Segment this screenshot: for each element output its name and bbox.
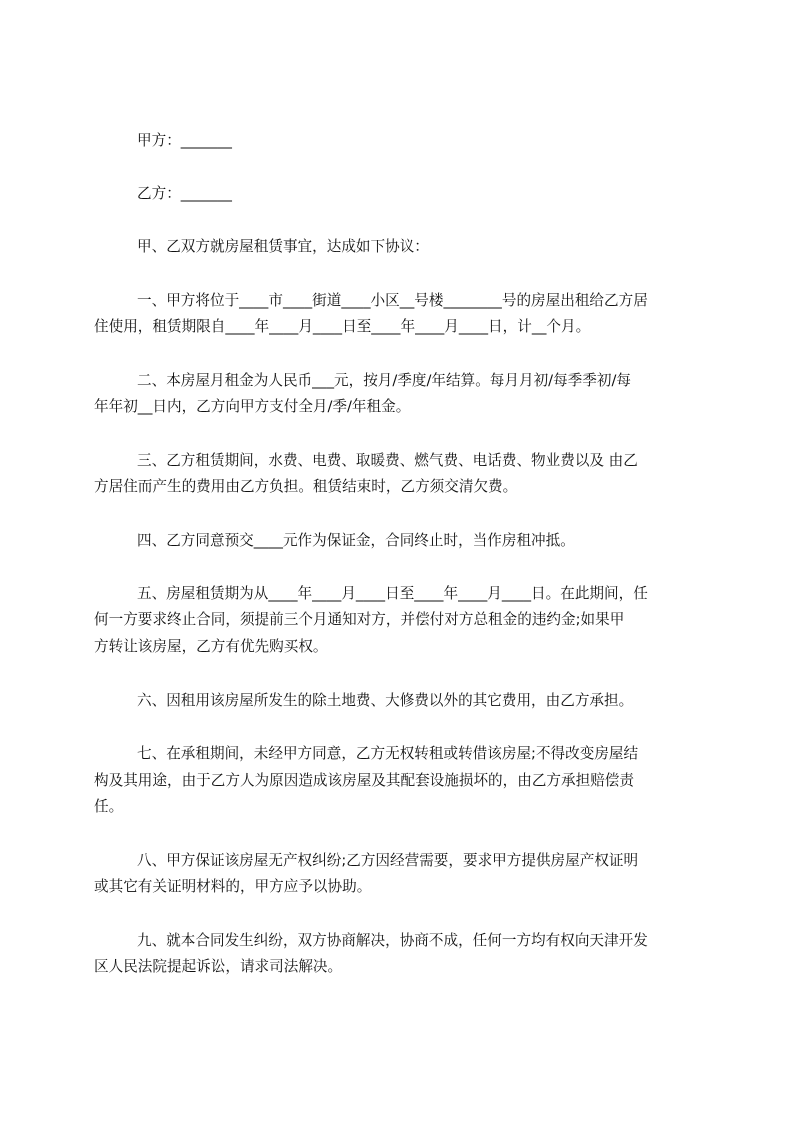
clause-5-line-2: 何一方要求终止合同，须提前三个月通知对方，并偿付对方总租金的违约金;如果甲 [94,611,625,628]
clause-7-line-3: 任。 [94,798,124,815]
clause-3-line-1: 三、乙方租赁期间，水费、电费、取暖费、燃气费、电话费、物业费以及 由乙 [137,452,638,469]
clause-8-line-1: 八、甲方保证该房屋无产权纠纷;乙方因经营需要，要求甲方提供房屋产权证明 [137,852,639,869]
clause-6-line-1: 六、因租用该房屋所发生的除土地费、大修费以外的其它费用，由乙方承担。 [137,692,634,709]
clause-2-line-1: 二、本房屋月租金为人民币___元，按月/季度/年结算。每月月初/每季季初/每 [137,372,631,389]
clause-9-line-1: 九、就本合同发生纠纷，双方协商解决，协商不成，任何一方均有权向天津开发 [137,932,648,949]
agreement-intro: 甲、乙双方就房屋租赁事宜，达成如下协议： [137,238,429,255]
clause-5-line-1: 五、房屋租赁期为从____年____月____日至____年____月____日。在此期间，任 [137,585,648,602]
clause-9-line-2: 区人民法院提起诉讼，请求司法解决。 [94,958,343,975]
party-b-line: 乙方：_______ [137,185,232,202]
clause-7-line-2: 构及其用途，由于乙方人为原因造成该房屋及其配套设施损坏的，由乙方承担赔偿责 [94,772,634,789]
clause-8-line-2: 或其它有关证明材料的，甲方应予以协助。 [94,878,372,895]
party-a-line: 甲方：_______ [137,132,232,149]
clause-4-line-1: 四、乙方同意预交____元作为保证金，合同终止时，当作房租冲抵。 [137,532,575,549]
clause-7-line-1: 七、在承租期间，未经甲方同意，乙方无权转租或转借该房屋;不得改变房屋结 [137,745,639,762]
clause-1-line-1: 一、甲方将位于____市____街道____小区__号楼________号的房屋出租给乙方居 [137,292,648,309]
clause-3-line-2: 方居住而产生的费用由乙方负担。租赁结束时，乙方须交清欠费。 [94,478,518,495]
clause-5-line-3: 方转让该房屋，乙方有优先购买权。 [94,638,328,655]
clause-1-line-2: 住使用，租赁期限自____年____月____日至____年____月____日，计__个月。 [94,318,591,335]
clause-2-line-2: 年年初__日内，乙方向甲方支付全月/季/年租金。 [94,398,411,415]
